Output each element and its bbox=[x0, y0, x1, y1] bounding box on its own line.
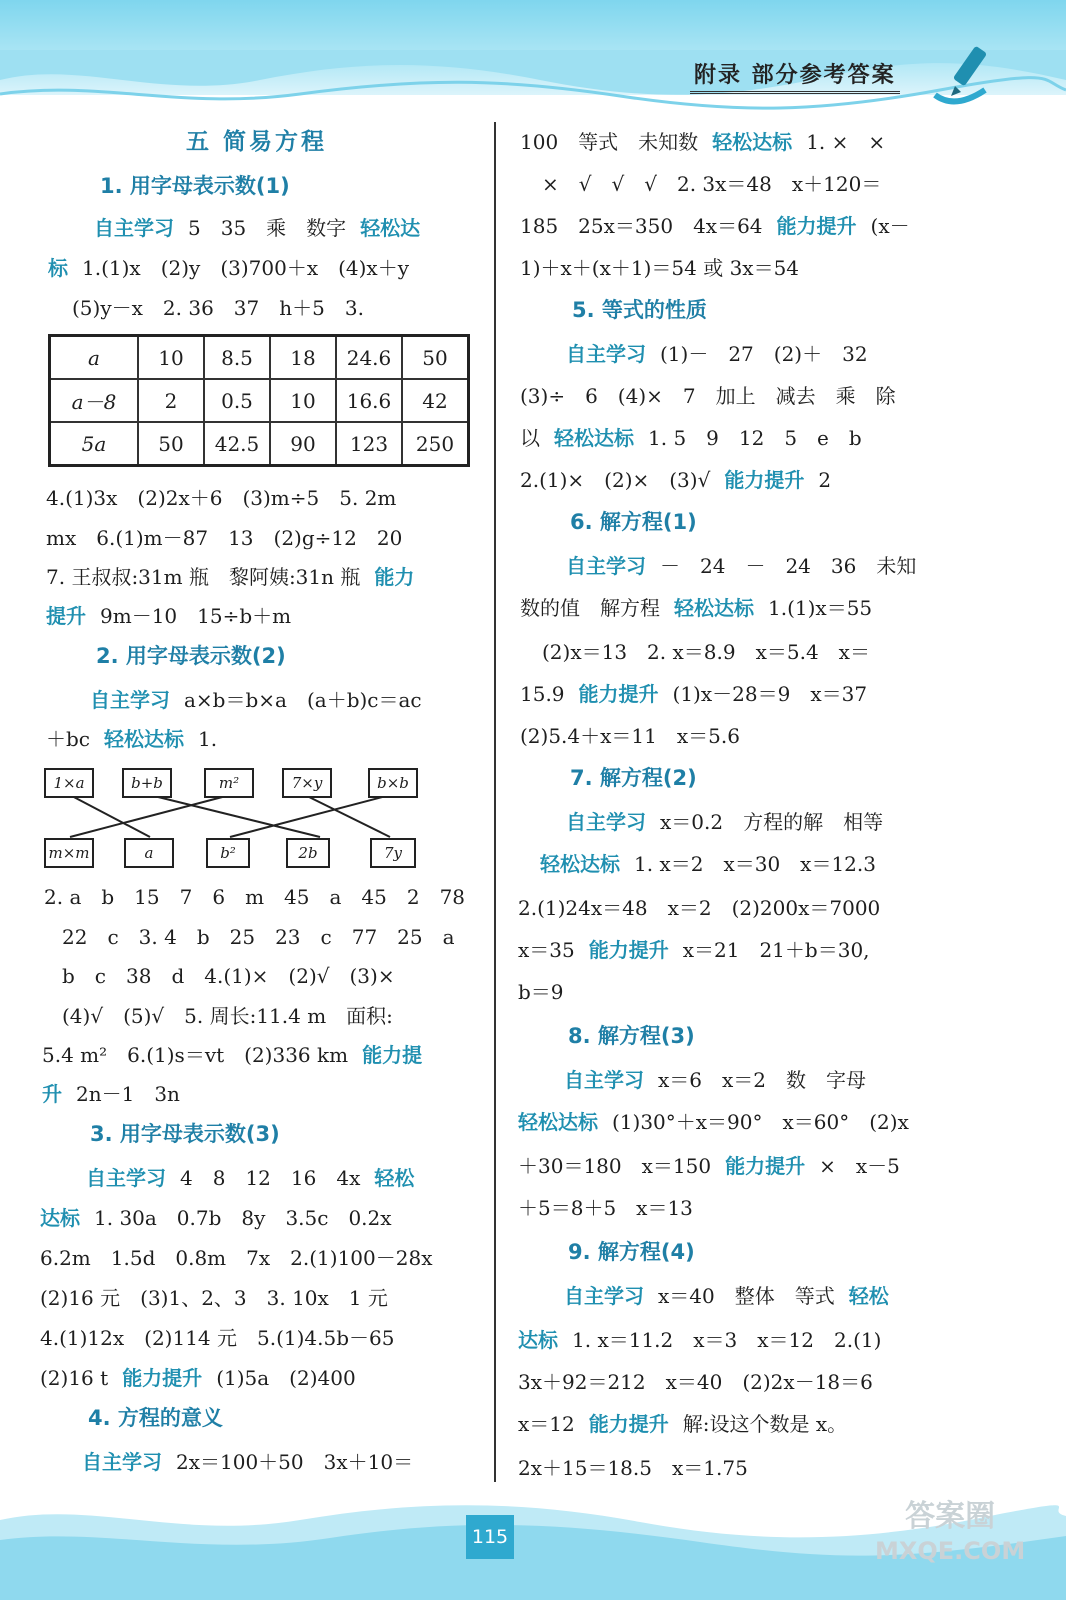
table-cell: 42 bbox=[402, 379, 469, 422]
answer-text: 1. 5 9 12 5 e b bbox=[648, 426, 862, 450]
answer-text: x＝21 21＋b＝30, bbox=[682, 938, 870, 962]
answer-text: 1. x＝2 x＝30 x＝12.3 bbox=[634, 852, 876, 876]
section-tag: 轻松达标 bbox=[104, 727, 185, 751]
answer-text: 数的值 解方程 bbox=[520, 596, 660, 620]
match-box-bottom: a bbox=[124, 838, 174, 868]
text-line bbox=[90, 688, 422, 712]
answer-text: 2 bbox=[818, 468, 832, 492]
section-tag: 达标 bbox=[40, 1206, 80, 1230]
text-line bbox=[520, 596, 872, 620]
table-cell: 50 bbox=[402, 336, 469, 380]
section-tag: 提升 bbox=[46, 604, 86, 628]
answer-text: (2)16 t bbox=[40, 1366, 109, 1390]
answer-text: 185 25x＝350 4x＝64 bbox=[520, 214, 763, 238]
answer-text: x＝6 x＝2 数 字母 bbox=[658, 1068, 867, 1092]
answer-text: 2x＋15＝18.5 x＝1.75 bbox=[518, 1456, 748, 1480]
answer-text: 2x＝100＋50 3x＋10＝ bbox=[176, 1450, 414, 1474]
table-row bbox=[50, 422, 469, 466]
answer-text: (5)y－x 2. 36 37 h＋5 3. bbox=[72, 296, 364, 320]
match-box-top: m² bbox=[204, 768, 254, 798]
text-line bbox=[520, 468, 831, 492]
answer-text: 2.(1)24x＝48 x＝2 (2)200x＝7000 bbox=[518, 896, 881, 920]
answer-text: ＋30＝180 x＝150 bbox=[518, 1154, 712, 1178]
answer-text: (2)5.4＋x＝11 x＝5.6 bbox=[520, 724, 740, 748]
table-cell: 2 bbox=[138, 379, 204, 422]
answer-text: 4.(1)12x (2)114 元 5.(1)4.5b－65 bbox=[40, 1326, 395, 1350]
chapter-title: 五 简易方程 bbox=[186, 129, 328, 155]
section-tag: 自主学习 bbox=[94, 216, 174, 240]
text-line bbox=[46, 565, 414, 589]
text-line bbox=[42, 1082, 180, 1106]
table-cell: a bbox=[50, 336, 139, 380]
answer-text: 1. × × bbox=[806, 130, 886, 154]
section-tag: 能力提升 bbox=[588, 938, 669, 962]
section-tag: 能力提升 bbox=[725, 1154, 806, 1178]
section-tag: 自主学习 bbox=[564, 1068, 644, 1092]
answer-text: b c 38 d 4.(1)× (2)√ (3)× bbox=[62, 964, 395, 988]
match-box-bottom: m×m bbox=[44, 838, 94, 868]
text-line bbox=[520, 682, 867, 706]
answer-text: (1)x－28＝9 x＝37 bbox=[672, 682, 868, 706]
answer-text: (3)÷ 6 (4)× 7 加上 减去 乘 除 bbox=[520, 384, 896, 408]
text-line bbox=[518, 1154, 900, 1178]
table-cell: 50 bbox=[138, 422, 204, 466]
answer-text: ＋5＝8＋5 x＝13 bbox=[518, 1196, 693, 1220]
answer-text: 以 bbox=[520, 426, 540, 450]
answer-text: (1)－ 27 (2)＋ 32 bbox=[660, 342, 868, 366]
section-tag: 自主学习 bbox=[566, 554, 646, 578]
watermark-text: 答案圈 bbox=[905, 1499, 996, 1534]
answer-text: (x－ bbox=[870, 214, 910, 238]
section-tag: 轻松达标 bbox=[554, 426, 634, 450]
text-line bbox=[48, 256, 409, 280]
table-row bbox=[50, 336, 469, 380]
answer-text: 解:设这个数是 x。 bbox=[682, 1412, 848, 1436]
section-tag: 能力提升 bbox=[588, 1412, 669, 1436]
table-cell: 10 bbox=[270, 379, 336, 422]
answer-text: 1.(1)x (2)y (3)700＋x (4)x＋y bbox=[82, 256, 410, 280]
section-tag: 自主学习 bbox=[90, 688, 170, 712]
section-tag: 能力提升 bbox=[122, 1366, 203, 1390]
answer-text: (4)√ (5)√ 5. 周长:11.4 m 面积: bbox=[62, 1004, 393, 1028]
match-box-top: 1×a bbox=[44, 768, 94, 798]
section-tag: 能力提升 bbox=[578, 682, 659, 706]
section-tag: 达标 bbox=[518, 1328, 558, 1352]
page-number: 115 bbox=[466, 1515, 514, 1559]
answer-text: x＝35 bbox=[518, 938, 575, 962]
answer-text: 1)＋x＋(x＋1)＝54 或 3x＝54 bbox=[520, 256, 800, 280]
section-title-2: 2. 用字母表示数(2) bbox=[96, 644, 286, 668]
watermark-logo bbox=[875, 1500, 1025, 1568]
section-title-5: 5. 等式的性质 bbox=[572, 298, 707, 322]
text-line bbox=[520, 214, 910, 238]
match-box-top: b+b bbox=[122, 768, 172, 798]
answer-text: a×b＝b×a (a＋b)c＝ac bbox=[184, 688, 422, 712]
answer-text: 5 35 乘 数字 bbox=[188, 216, 347, 240]
text-line bbox=[46, 604, 291, 628]
section-tag: 能力 bbox=[374, 565, 415, 589]
table-cell: 5a bbox=[50, 422, 139, 466]
section-title-1: 1. 用字母表示数(1) bbox=[100, 174, 290, 198]
answer-text: 4 8 12 16 4x bbox=[180, 1166, 361, 1190]
section-tag: 自主学习 bbox=[564, 1284, 644, 1308]
table-cell: 10 bbox=[138, 336, 204, 380]
pen-icon bbox=[925, 40, 1005, 110]
answer-text: 4.(1)3x (2)2x＋6 (3)m÷5 5. 2m bbox=[46, 486, 397, 510]
answer-text: 1.(1)x＝55 bbox=[768, 596, 873, 620]
answer-text: mx 6.(1)m－87 13 (2)g÷12 20 bbox=[46, 526, 403, 550]
answer-text: x＝40 整体 等式 bbox=[658, 1284, 835, 1308]
answer-text: × x－5 bbox=[819, 1154, 900, 1178]
answer-text: 22 c 3. 4 b 25 23 c 77 25 a bbox=[62, 925, 455, 949]
answer-text: ＋bc bbox=[46, 727, 91, 751]
section-tag: 轻松达标 bbox=[674, 596, 754, 620]
match-box-bottom: 7y bbox=[370, 838, 416, 868]
answer-table bbox=[48, 334, 470, 467]
section-tag: 自主学习 bbox=[86, 1166, 166, 1190]
section-tag: 自主学习 bbox=[566, 810, 646, 834]
text-line bbox=[42, 1043, 422, 1067]
watermark-url: MXQE.COM bbox=[875, 1537, 1026, 1565]
section-title-8: 8. 解方程(3) bbox=[568, 1024, 695, 1048]
text-line bbox=[40, 1206, 392, 1230]
answer-text: (1)30°＋x＝90° x＝60° (2)x bbox=[612, 1110, 909, 1134]
answer-text: (2)16 元 (3)1、2、3 3. 10x 1 元 bbox=[40, 1286, 388, 1310]
answer-text: － 24 － 24 36 未知 bbox=[660, 554, 917, 578]
text-line bbox=[94, 216, 420, 240]
answer-text: 1. 30a 0.7b 8y 3.5c 0.2x bbox=[94, 1206, 392, 1230]
table-cell: 42.5 bbox=[204, 422, 270, 466]
header-title: 附录 部分参考答案 bbox=[690, 58, 900, 94]
section-tag: 轻松 bbox=[848, 1284, 889, 1308]
text-line bbox=[540, 852, 876, 876]
answer-text: 9m－10 15÷b＋m bbox=[100, 604, 292, 628]
table-cell: 123 bbox=[336, 422, 402, 466]
answer-text: 7. 王叔叔:31m 瓶 黎阿姨:31n 瓶 bbox=[46, 565, 361, 589]
text-line bbox=[520, 130, 885, 154]
answer-text: 5.4 m² 6.(1)s＝vt (2)336 km bbox=[42, 1043, 349, 1067]
section-title-4: 4. 方程的意义 bbox=[88, 1406, 223, 1430]
table-cell: 250 bbox=[402, 422, 469, 466]
text-line bbox=[566, 554, 916, 578]
section-tag: 能力提升 bbox=[724, 468, 805, 492]
text-line bbox=[46, 727, 217, 751]
table-cell: 0.5 bbox=[204, 379, 270, 422]
top-wave-decoration bbox=[0, 50, 1066, 120]
answer-text: 1. x＝11.2 x＝3 x＝12 2.(1) bbox=[572, 1328, 882, 1352]
answer-text: × √ √ √ 2. 3x＝48 x＋120＝ bbox=[542, 172, 882, 196]
section-title-6: 6. 解方程(1) bbox=[570, 510, 697, 534]
section-tag: 升 bbox=[42, 1082, 62, 1106]
table-cell: 90 bbox=[270, 422, 336, 466]
section-title-9: 9. 解方程(4) bbox=[568, 1240, 695, 1264]
text-line bbox=[564, 1068, 866, 1092]
table-cell: 8.5 bbox=[204, 336, 270, 380]
answer-text: (1)5a (2)400 bbox=[216, 1366, 356, 1390]
text-line bbox=[518, 1412, 847, 1436]
text-line bbox=[566, 342, 868, 366]
section-tag: 能力提升 bbox=[776, 214, 857, 238]
match-box-top: 7×y bbox=[282, 768, 332, 798]
match-box-top: b×b bbox=[368, 768, 418, 798]
section-tag: 自主学习 bbox=[82, 1450, 162, 1474]
text-line bbox=[564, 1284, 889, 1308]
table-cell: a－8 bbox=[50, 379, 139, 422]
match-box-bottom: b² bbox=[206, 838, 250, 868]
answer-text: x＝0.2 方程的解 相等 bbox=[660, 810, 884, 834]
table-cell: 16.6 bbox=[336, 379, 402, 422]
answer-text: b＝9 bbox=[518, 980, 564, 1004]
answer-text: 2.(1)× (2)× (3)√ bbox=[520, 468, 711, 492]
table-cell: 18 bbox=[270, 336, 336, 380]
answer-text: 1. bbox=[198, 727, 218, 751]
text-line bbox=[566, 810, 883, 834]
answer-text: 100 等式 未知数 bbox=[520, 130, 699, 154]
answer-text: (2)x＝13 2. x＝8.9 x＝5.4 x＝ bbox=[542, 640, 870, 664]
text-line bbox=[518, 1110, 909, 1134]
match-box-bottom: 2b bbox=[286, 838, 330, 868]
answer-text: 2n－1 3n bbox=[76, 1082, 180, 1106]
table-row bbox=[50, 379, 469, 422]
text-line bbox=[86, 1166, 414, 1190]
section-title-3: 3. 用字母表示数(3) bbox=[90, 1122, 280, 1146]
section-tag: 自主学习 bbox=[566, 342, 646, 366]
answer-text: 6.2m 1.5d 0.8m 7x 2.(1)100－28x bbox=[40, 1246, 433, 1270]
answer-text: x＝12 bbox=[518, 1412, 575, 1436]
section-tag: 轻松 bbox=[374, 1166, 415, 1190]
section-tag: 标 bbox=[48, 256, 68, 280]
text-line bbox=[518, 938, 870, 962]
section-tag: 能力提 bbox=[362, 1043, 423, 1067]
section-tag: 轻松达标 bbox=[712, 130, 793, 154]
text-line bbox=[82, 1450, 413, 1474]
section-title-7: 7. 解方程(2) bbox=[570, 766, 697, 790]
text-line bbox=[518, 1328, 881, 1352]
table-cell: 24.6 bbox=[336, 336, 402, 380]
answer-text: 2. a b 15 7 6 m 45 a 45 2 78 bbox=[44, 885, 466, 909]
section-tag: 轻松达 bbox=[360, 216, 421, 240]
text-line bbox=[520, 426, 862, 450]
text-line bbox=[40, 1366, 356, 1390]
answer-text: 3x＋92＝212 x＝40 (2)2x－18＝6 bbox=[518, 1370, 873, 1394]
section-tag: 轻松达标 bbox=[540, 852, 620, 876]
section-tag: 轻松达标 bbox=[518, 1110, 598, 1134]
answer-text: 15.9 bbox=[520, 682, 565, 706]
column-divider bbox=[494, 122, 496, 1482]
